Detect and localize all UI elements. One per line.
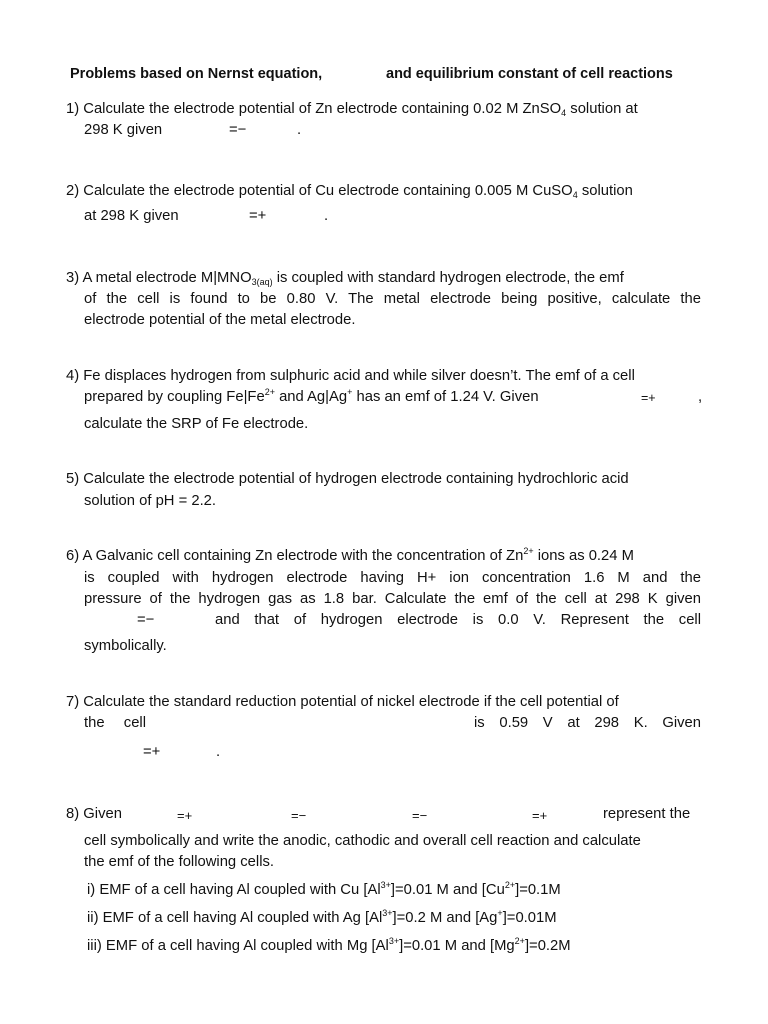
p4-text-c: has an emf of 1.24 V. Given [352,389,539,405]
p6-equation-sign: =− [137,612,155,628]
problem-6-line-5: symbolically. [84,638,167,654]
problem-8-item-3 [87,938,571,954]
p8-equation-sign-1: =+ [177,808,193,823]
p7-period: . [216,744,221,760]
p8-equation-sign-4: =+ [532,808,548,823]
problem-7-line-2b: is 0.59 V at 298 K. Given [474,715,701,731]
problem-2-line-1 [66,183,633,199]
p6-text-a: 6) A Galvanic cell containing Zn electrode with the concentration of Zn [66,548,524,564]
p3-text-a: 3) A metal electrode M|MNO [66,270,252,286]
p6-text-b: ions as 0.24 M [533,548,634,564]
p1-period: . [297,122,302,138]
p1-subscript: 4 [561,108,567,118]
problem-4-line-3: calculate the SRP of Fe electrode. [84,416,309,432]
p7-equation-sign: =+ [143,744,161,760]
p8-item1-sup2: 2+ [504,880,516,890]
problem-8-item-2 [87,910,557,926]
p2-period: . [324,208,329,224]
p8-item3-a: iii) EMF of a cell having Al coupled with Mg [Al [87,938,389,954]
title-left: Problems based on Nernst equation, [70,66,323,82]
p8-item1-sup1: 3+ [380,880,391,890]
problem-6-line-1 [66,548,634,564]
p4-equation-sign: =+ [641,391,656,405]
problem-5-line-1: 5) Calculate the electrode potential of hydrogen electrode containing hydrochloric acid [66,471,629,487]
p8-item2-sup2: + [497,908,503,918]
problem-7-line-1: 7) Calculate the standard reduction potential of nickel electrode if the cell potential of [66,694,619,710]
problem-4-line-1: 4) Fe displaces hydrogen from sulphuric acid and while silver doesn’t. The emf of a cell [66,368,635,384]
p4-superscript-1: 2+ [264,387,275,397]
problem-8-line-2: cell symbolically and write the anodic, cathodic and overall cell reaction and calculate [84,833,641,849]
problem-7-line-2a: the cell [84,715,146,731]
p8-item3-sup1: 3+ [388,936,400,946]
p8-item1-b: ]=0.01 M and [Cu [390,882,505,898]
p8-item3-b: ]=0.01 M and [Mg [399,938,515,954]
p8-item1-c: ]=0.1M [515,882,561,898]
title-right: and equilibrium constant of cell reactions [386,66,673,82]
p2-equation-sign: =+ [249,208,267,224]
problem-2-line-2: at 298 K given [84,208,179,224]
p8-item2-sup1: 3+ [382,908,393,918]
p2-text-b: solution [577,183,633,199]
problem-3-line-1 [66,270,624,286]
problem-3-line-2: of the cell is found to be 0.80 V. The metal electrode being positive, calculate the [84,291,701,307]
p4-comma: , [698,389,703,405]
p8-item3-c: ]=0.2M [524,938,571,954]
p8-item1-a: i) EMF of a cell having Al coupled with Cu [Al [87,882,381,898]
problem-8-line-3: the emf of the following cells. [84,854,274,870]
problem-3-line-3: electrode potential of the metal electrode. [84,312,356,328]
problem-8-given: 8) Given [66,806,122,822]
p2-subscript: 4 [572,190,578,200]
p4-superscript-2: + [347,387,353,397]
p8-item2-c: ]=0.01M [502,910,557,926]
p8-item2-b: ]=0.2 M and [Ag [392,910,498,926]
p6-superscript: 2+ [523,546,534,556]
problem-6-line-4: and that of hydrogen electrode is 0.0 V. Represent the cell [215,612,701,628]
p1-equation-sign: =− [229,122,247,138]
p8-item3-sup2: 2+ [514,936,525,946]
problem-6-line-3: pressure of the hydrogen gas as 1.8 bar. Calculate the emf of the cell at 298 K given [84,591,701,607]
p4-text-a: prepared by coupling Fe|Fe [84,389,265,405]
p8-item2-a: ii) EMF of a cell having Al coupled with Ag [Al [87,910,383,926]
problem-8-item-1 [87,882,561,898]
p8-equation-sign-3: =− [412,808,428,823]
p4-text-b: and Ag|Ag [274,389,348,405]
problem-5-line-2: solution of pH = 2.2. [84,493,217,509]
p1-text-b: solution at [566,101,638,117]
problem-8-line-1-tail: represent the [603,806,691,822]
p2-text-a: 2) Calculate the electrode potential of Cu electrode containing 0.005 M CuSO [66,183,573,199]
problem-1-line-2: 298 K given [84,122,163,138]
problem-6-line-2: is coupled with hydrogen electrode having H+ ion concentration 1.6 M and the [84,570,701,586]
p1-text-a: 1) Calculate the electrode potential of Zn electrode containing 0.02 M ZnSO [66,101,562,117]
problem-4-line-2 [84,389,539,405]
problem-1-line-1 [66,101,638,117]
p8-equation-sign-2: =− [291,808,307,823]
p3-text-b: is coupled with standard hydrogen electrode, the emf [272,270,624,286]
p3-subscript: 3(aq) [251,277,273,287]
